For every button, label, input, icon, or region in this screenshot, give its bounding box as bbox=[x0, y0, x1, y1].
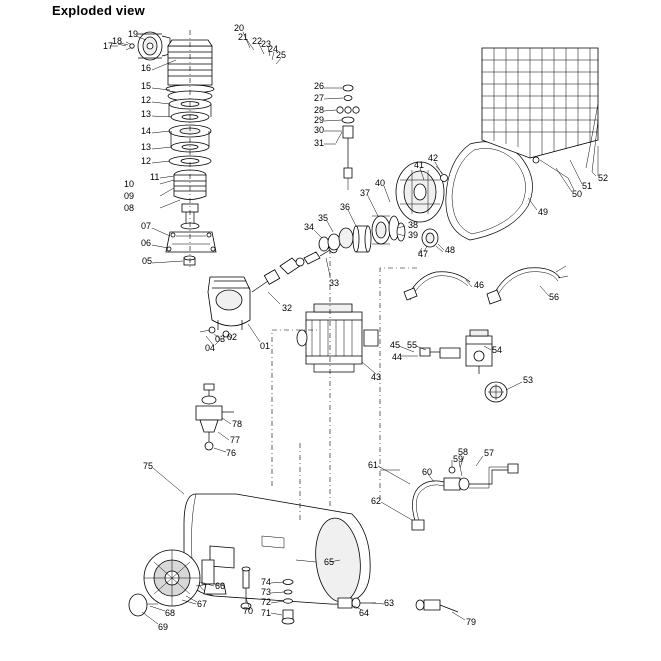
callout-30: 30 bbox=[314, 125, 325, 135]
callout-39: 39 bbox=[408, 230, 419, 240]
group-valve-stack bbox=[169, 99, 211, 166]
callout-48: 48 bbox=[445, 245, 456, 255]
callout-36: 36 bbox=[340, 202, 351, 212]
callout-24: 24 bbox=[268, 44, 279, 54]
callout-67: 67 bbox=[197, 599, 208, 609]
callout-32: 32 bbox=[282, 303, 293, 313]
callout-14: 14 bbox=[141, 126, 152, 136]
group-air-tank bbox=[184, 494, 370, 604]
callout-62: 62 bbox=[371, 496, 382, 506]
callout-65: 65 bbox=[324, 557, 335, 567]
callout-75: 75 bbox=[143, 461, 154, 471]
group-motor bbox=[297, 304, 378, 372]
callout-27: 27 bbox=[314, 93, 325, 103]
group-piston bbox=[160, 170, 206, 229]
group-flywheel bbox=[396, 162, 448, 222]
callout-19: 19 bbox=[128, 29, 139, 39]
callout-49: 49 bbox=[538, 207, 549, 217]
callout-33: 33 bbox=[329, 278, 340, 288]
callout-28: 28 bbox=[314, 105, 325, 115]
callout-63: 63 bbox=[384, 598, 395, 608]
callout-51: 51 bbox=[582, 181, 593, 191]
callout-23: 23 bbox=[261, 39, 272, 49]
callout-22: 22 bbox=[252, 36, 263, 46]
callout-68: 68 bbox=[165, 608, 176, 618]
callout-34: 34 bbox=[304, 222, 315, 232]
callout-54: 54 bbox=[492, 345, 503, 355]
callout-37: 37 bbox=[360, 188, 371, 198]
callout-44: 44 bbox=[392, 352, 403, 362]
callout-58: 58 bbox=[458, 447, 469, 457]
callout-69: 69 bbox=[158, 622, 169, 632]
callout-55: 55 bbox=[407, 340, 418, 350]
callout-66: 66 bbox=[215, 581, 226, 591]
callout-17: 17 bbox=[103, 41, 114, 51]
callout-77: 77 bbox=[230, 435, 241, 445]
group-air-filter-stack bbox=[336, 85, 359, 190]
callout-59: 59 bbox=[453, 454, 464, 464]
group-hoses bbox=[404, 266, 568, 304]
callout-60: 60 bbox=[422, 467, 433, 477]
callout-29: 29 bbox=[314, 115, 325, 125]
group-belt-guard bbox=[482, 48, 598, 190]
callout-26: 26 bbox=[314, 81, 325, 91]
callout-11: 11 bbox=[150, 172, 160, 182]
group-drive-belt bbox=[446, 142, 533, 240]
callout-12a: 12 bbox=[141, 95, 152, 105]
callout-53: 53 bbox=[523, 375, 534, 385]
callout-13a: 13 bbox=[141, 109, 152, 119]
group-crankcase-gasket bbox=[166, 232, 216, 265]
callout-45: 45 bbox=[390, 340, 401, 350]
callout-79: 79 bbox=[466, 617, 477, 627]
callout-12b: 12 bbox=[141, 156, 152, 166]
callout-09: 09 bbox=[124, 191, 135, 201]
callout-25: 25 bbox=[276, 50, 287, 60]
callout-07: 07 bbox=[141, 221, 152, 231]
page-title: Exploded view bbox=[52, 3, 145, 18]
callout-76: 76 bbox=[226, 448, 237, 458]
callout-64: 64 bbox=[359, 608, 370, 618]
callout-40: 40 bbox=[375, 178, 386, 188]
callout-05: 05 bbox=[142, 256, 153, 266]
group-pressure-switch bbox=[420, 330, 507, 402]
callout-15: 15 bbox=[141, 81, 152, 91]
callout-74: 74 bbox=[261, 577, 272, 587]
callout-04: 04 bbox=[205, 343, 216, 353]
callout-08: 08 bbox=[124, 203, 135, 213]
callout-01: 01 bbox=[260, 341, 271, 351]
callout-41: 41 bbox=[414, 160, 425, 170]
callout-56: 56 bbox=[549, 292, 560, 302]
callout-71: 71 bbox=[261, 608, 272, 618]
callout-73: 73 bbox=[261, 587, 272, 597]
callout-06: 06 bbox=[141, 238, 152, 248]
callout-46: 46 bbox=[474, 280, 485, 290]
callout-31: 31 bbox=[314, 138, 325, 148]
callout-16: 16 bbox=[141, 63, 152, 73]
callout-20: 20 bbox=[234, 23, 245, 33]
callout-57: 57 bbox=[484, 448, 495, 458]
callout-35: 35 bbox=[318, 213, 329, 223]
callout-72: 72 bbox=[261, 597, 272, 607]
callout-50: 50 bbox=[572, 189, 583, 199]
callout-52: 52 bbox=[598, 173, 609, 183]
callout-02: 02 bbox=[227, 332, 238, 342]
callout-42: 42 bbox=[428, 153, 439, 163]
callout-43: 43 bbox=[371, 372, 382, 382]
callout-61: 61 bbox=[368, 460, 379, 470]
callout-13b: 13 bbox=[141, 142, 152, 152]
group-drain-valve bbox=[196, 384, 234, 450]
callout-18: 18 bbox=[112, 36, 123, 46]
callout-03: 03 bbox=[215, 334, 226, 344]
callout-38: 38 bbox=[408, 220, 419, 230]
callout-70: 70 bbox=[243, 606, 254, 616]
assembly-axis-lines bbox=[190, 30, 420, 520]
callout-10: 10 bbox=[124, 179, 135, 189]
callout-78: 78 bbox=[232, 419, 243, 429]
callout-47: 47 bbox=[418, 249, 429, 259]
callout-21: 21 bbox=[238, 32, 249, 42]
